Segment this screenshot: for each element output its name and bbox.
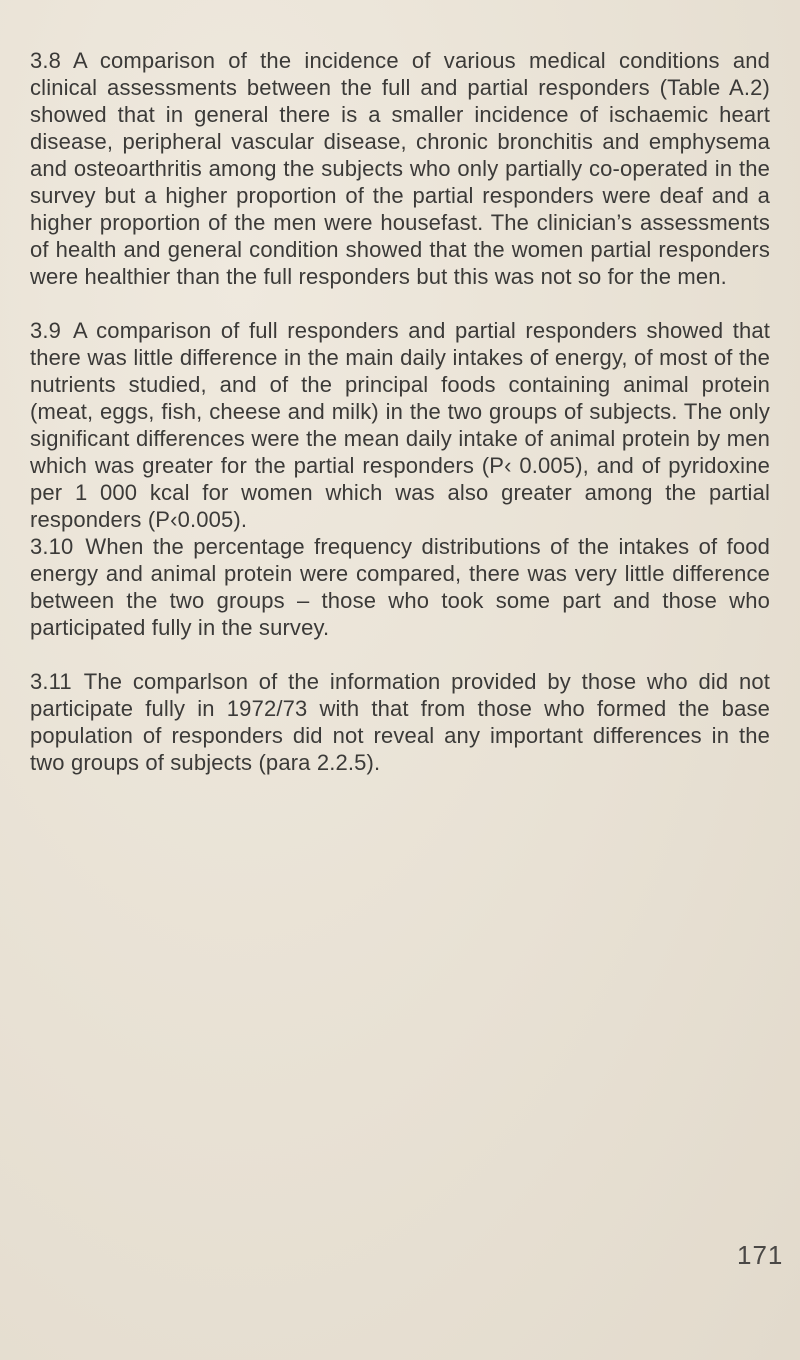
paragraph-number: 3.9 <box>30 318 62 343</box>
paragraph-3-10 <box>30 533 770 641</box>
paragraph-number: 3.10 <box>30 534 74 559</box>
paragraph-number: 3.8 <box>30 48 62 73</box>
paragraph-text: A comparison of full responders and partial responders showed that there was little difference in the main daily intakes of energy, of most of the nutrients studied, and of the principal foods containing animal protein (meat, eggs, fish, cheese and milk) in the two groups of subjects. The only significant differences were the mean daily intake of animal protein by men which was greater for the partial responders (P‹ 0.005), and of pyridoxine per 1 000 kcal for women which was also greater among the partial responders (P‹0.005). <box>30 318 770 532</box>
paragraph-3-9 <box>30 317 770 533</box>
paragraph-text: When the percentage frequency distributions of the intakes of food energy and animal protein were compared, there was very little difference between the two groups – those who took some part and those who participated fully in the survey. <box>30 534 770 640</box>
paragraph-number: 3.11 <box>30 669 72 694</box>
paragraph-3-8 <box>30 47 770 290</box>
paragraph-text: A comparison of the incidence of various medical conditions and clinical assessments between the full and partial responders (Table A.2) showed that in general there is a smaller incidence of ischaemic heart disease, peripheral vascular disease, chronic bronchitis and emphysema and osteoarthritis among the subjects who only partially co-operated in the survey but a higher proportion of the partial responders were deaf and a higher proportion of the men were housefast. The clinician’s assessments of health and general condition showed that the women partial responders were healthier than the full responders but this was not so for the men. <box>30 48 770 289</box>
paragraph-3-11 <box>30 668 770 776</box>
page-number: 171 <box>737 1240 784 1270</box>
paragraph-text: The comparlson of the information provided by those who did not participate fully in 1972/73 with that from those who formed the base population of responders did not reveal any important differences in the two groups of subjects (para 2.2.5). <box>30 669 770 775</box>
